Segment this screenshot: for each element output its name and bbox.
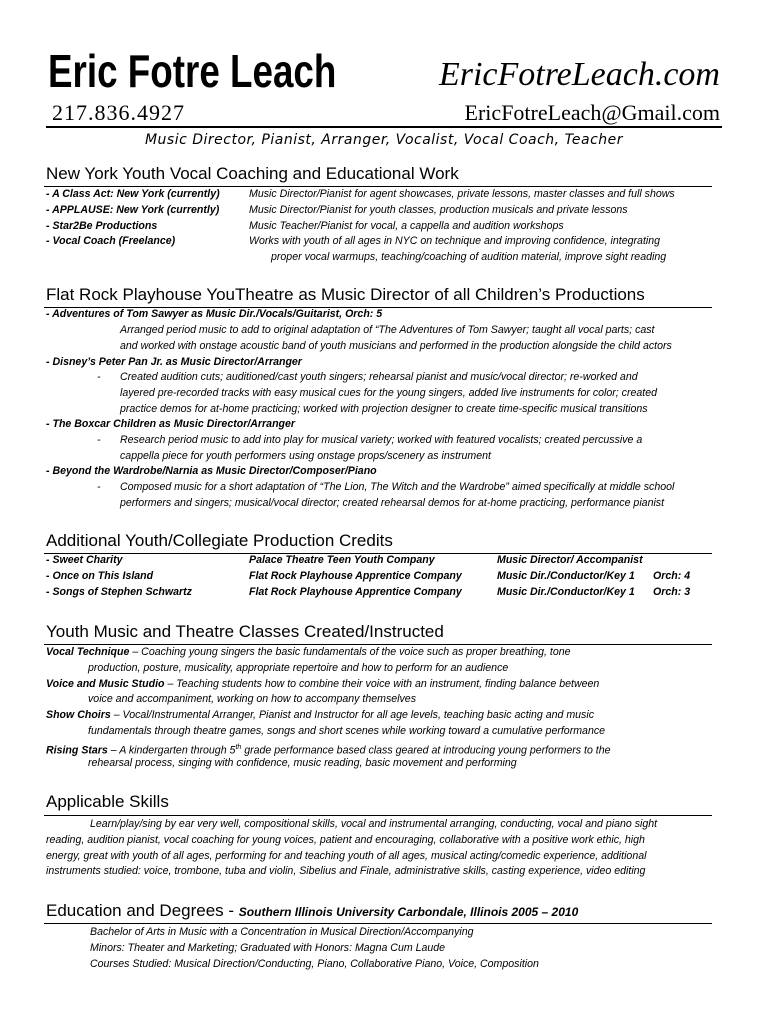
- class-desc-continued: fundamentals through theatre games, songs and short scenes while working toward a cumulative performance: [88, 725, 606, 737]
- section-heading-education: [46, 901, 578, 921]
- production-detail: practice demos for at-home practicing; worked with projection designer to create time-specific musical transitions: [120, 403, 648, 415]
- credit-orch: Orch: 3: [653, 586, 691, 598]
- credit-orch: Orch: 4: [653, 570, 691, 582]
- section-divider: [44, 923, 712, 924]
- class-desc-continued: production, posture, musicality, appropriate repertoire and how to perform for an audience: [88, 662, 509, 674]
- ny-org: - APPLAUSE: New York (currently): [46, 204, 220, 216]
- bullet-dash: -: [97, 434, 101, 446]
- education-line: Courses Studied: Musical Direction/Conducting, Piano, Collaborative Piano, Voice, Composition: [90, 958, 539, 970]
- bullet-dash: -: [97, 371, 101, 383]
- credit-role: Music Dir./Conductor/Key 1: [497, 570, 635, 582]
- skills-line: instruments studied: voice, trombone, tuba and violin, Sibelius and Finale, administrative skills, casting experience, video editing: [46, 865, 646, 877]
- class-entry: [46, 708, 594, 724]
- website-link[interactable]: EricFotreLeach.com: [438, 56, 720, 93]
- ny-org: - Vocal Coach (Freelance): [46, 235, 176, 247]
- ny-desc-continued: proper vocal warmups, teaching/coaching of audition material, improve sight reading: [271, 251, 667, 263]
- section-divider: [44, 815, 712, 816]
- class-title: Voice and Music Studio: [46, 678, 165, 690]
- production-detail: Research period music to add into play for musical variety; worked with featured vocalists; created percussive a: [120, 434, 643, 446]
- email-link[interactable]: EricFotreLeach@Gmail.com: [464, 100, 720, 125]
- credit-role: Music Director/ Accompanist: [497, 554, 643, 566]
- ny-org: - Star2Be Productions: [46, 220, 158, 232]
- production-detail: and worked with onstage acoustic band of youth musicians and performed in the production alongside the child actors: [120, 340, 672, 352]
- production-title: - Disney’s Peter Pan Jr. as Music Director/Arranger: [46, 356, 302, 368]
- section-heading-ny: New York Youth Vocal Coaching and Educational Work: [46, 164, 459, 183]
- ny-desc: Music Director/Pianist for youth classes, production musicals and private lessons: [249, 204, 628, 216]
- superscript: th: [235, 744, 242, 751]
- education-line: Minors: Theater and Marketing; Graduated with Honors: Magna Cum Laude: [90, 942, 446, 954]
- production-detail: Created audition cuts; auditioned/cast youth singers; rehearsal pianist and music/vocal director; re-worked and: [120, 371, 638, 383]
- section-heading-credits: Additional Youth/Collegiate Production Credits: [46, 531, 393, 550]
- section-heading-skills: Applicable Skills: [46, 792, 169, 811]
- roles-tagline: Music Director, Pianist, Arranger, Vocalist, Vocal Coach, Teacher: [144, 132, 624, 148]
- class-entry: [46, 645, 571, 661]
- phone-number: 217.836.4927: [52, 100, 185, 125]
- ny-org: - A Class Act: New York (currently): [46, 188, 220, 200]
- credit-company: Flat Rock Playhouse Apprentice Company: [249, 570, 462, 582]
- bullet-dash: -: [97, 481, 101, 493]
- production-title: - The Boxcar Children as Music Director/Arranger: [46, 418, 296, 430]
- class-desc: – A kindergarten through 5: [107, 744, 236, 757]
- class-desc: – Vocal/Instrumental Arranger, Pianist and Instructor for all age levels, teaching basic acting and music: [110, 709, 594, 721]
- credit-company: Palace Theatre Teen Youth Company: [249, 554, 435, 566]
- class-title: Rising Stars: [46, 744, 108, 757]
- class-desc: – Teaching students how to combine their voice with an instrument, finding balance between: [164, 678, 600, 690]
- production-title: - Adventures of Tom Sawyer as Music Dir./Vocals/Guitarist, Orch: 5: [46, 308, 383, 320]
- candidate-name: Eric Fotre Leach: [48, 45, 337, 97]
- production-detail: Composed music for a short adaptation of “The Lion, The Witch and the Wardrobe” aimed specifically at middle school: [120, 481, 675, 493]
- education-line: Bachelor of Arts in Music with a Concentration in Musical Direction/Accompanying: [90, 926, 474, 938]
- education-heading: Education and Degrees -: [46, 901, 239, 920]
- class-desc-continued: voice and accompaniment, working on how to accompany themselves: [88, 693, 416, 705]
- production-detail: performers and singers; musical/vocal director; created rehearsal demos for at-home practicing, performance pianist: [120, 497, 665, 509]
- production-title: - Beyond the Wardrobe/Narnia as Music Director/Composer/Piano: [46, 465, 377, 477]
- class-desc: grade performance based class geared at introducing young performers to the: [241, 744, 611, 757]
- class-desc: – Coaching young singers the basic fundamentals of the voice such as proper breathing, tone: [129, 646, 571, 658]
- education-school: Southern Illinois University Carbondale, Illinois 2005 – 2010: [238, 905, 579, 919]
- production-detail: cappella piece for youth performers using onstage props/scenery as instrument: [120, 450, 491, 462]
- credit-show: - Songs of Stephen Schwartz: [46, 586, 192, 598]
- ny-desc: Works with youth of all ages in NYC on technique and improving confidence, integrating: [249, 235, 661, 247]
- credit-company: Flat Rock Playhouse Apprentice Company: [249, 586, 462, 598]
- class-title: Vocal Technique: [46, 646, 130, 658]
- ny-desc: Music Teacher/Pianist for vocal, a cappella and audition workshops: [249, 220, 564, 232]
- credit-show: - Once on This Island: [46, 570, 154, 582]
- ny-desc: Music Director/Pianist for agent showcases, private lessons, master classes and full shows: [249, 188, 675, 200]
- section-heading-flatrock: Flat Rock Playhouse YouTheatre as Music Director of all Children’s Productions: [46, 285, 645, 304]
- credit-show: - Sweet Charity: [46, 554, 123, 566]
- skills-line: Learn/play/sing by ear very well, compositional skills, vocal and instrumental arranging, conducting, vocal and piano sight: [90, 818, 658, 830]
- class-title: Show Choirs: [46, 709, 111, 721]
- class-entry: [46, 677, 599, 693]
- section-heading-classes: Youth Music and Theatre Classes Created/Instructed: [46, 622, 444, 641]
- credit-role: Music Dir./Conductor/Key 1: [497, 586, 635, 598]
- skills-line: energy, great with youth of all ages, performing for and teaching youth of all ages, musical acting/comedic experience, additional: [46, 850, 647, 862]
- class-desc-continued: rehearsal process, singing with confidence, music reading, basic movement and performing: [88, 757, 517, 769]
- production-detail: layered pre-recorded tracks with easy musical cues for the young singers, added live instruments for color; created: [120, 387, 658, 399]
- header-divider: [46, 126, 722, 128]
- production-detail: Arranged period music to add to original adaptation of “The Adventures of Tom Sawyer; taught all vocal parts; cast: [120, 324, 655, 336]
- skills-line: reading, audition pianist, vocal coaching for young voices, patient and encouraging, collaborative with a positive work ethic, high: [46, 834, 645, 846]
